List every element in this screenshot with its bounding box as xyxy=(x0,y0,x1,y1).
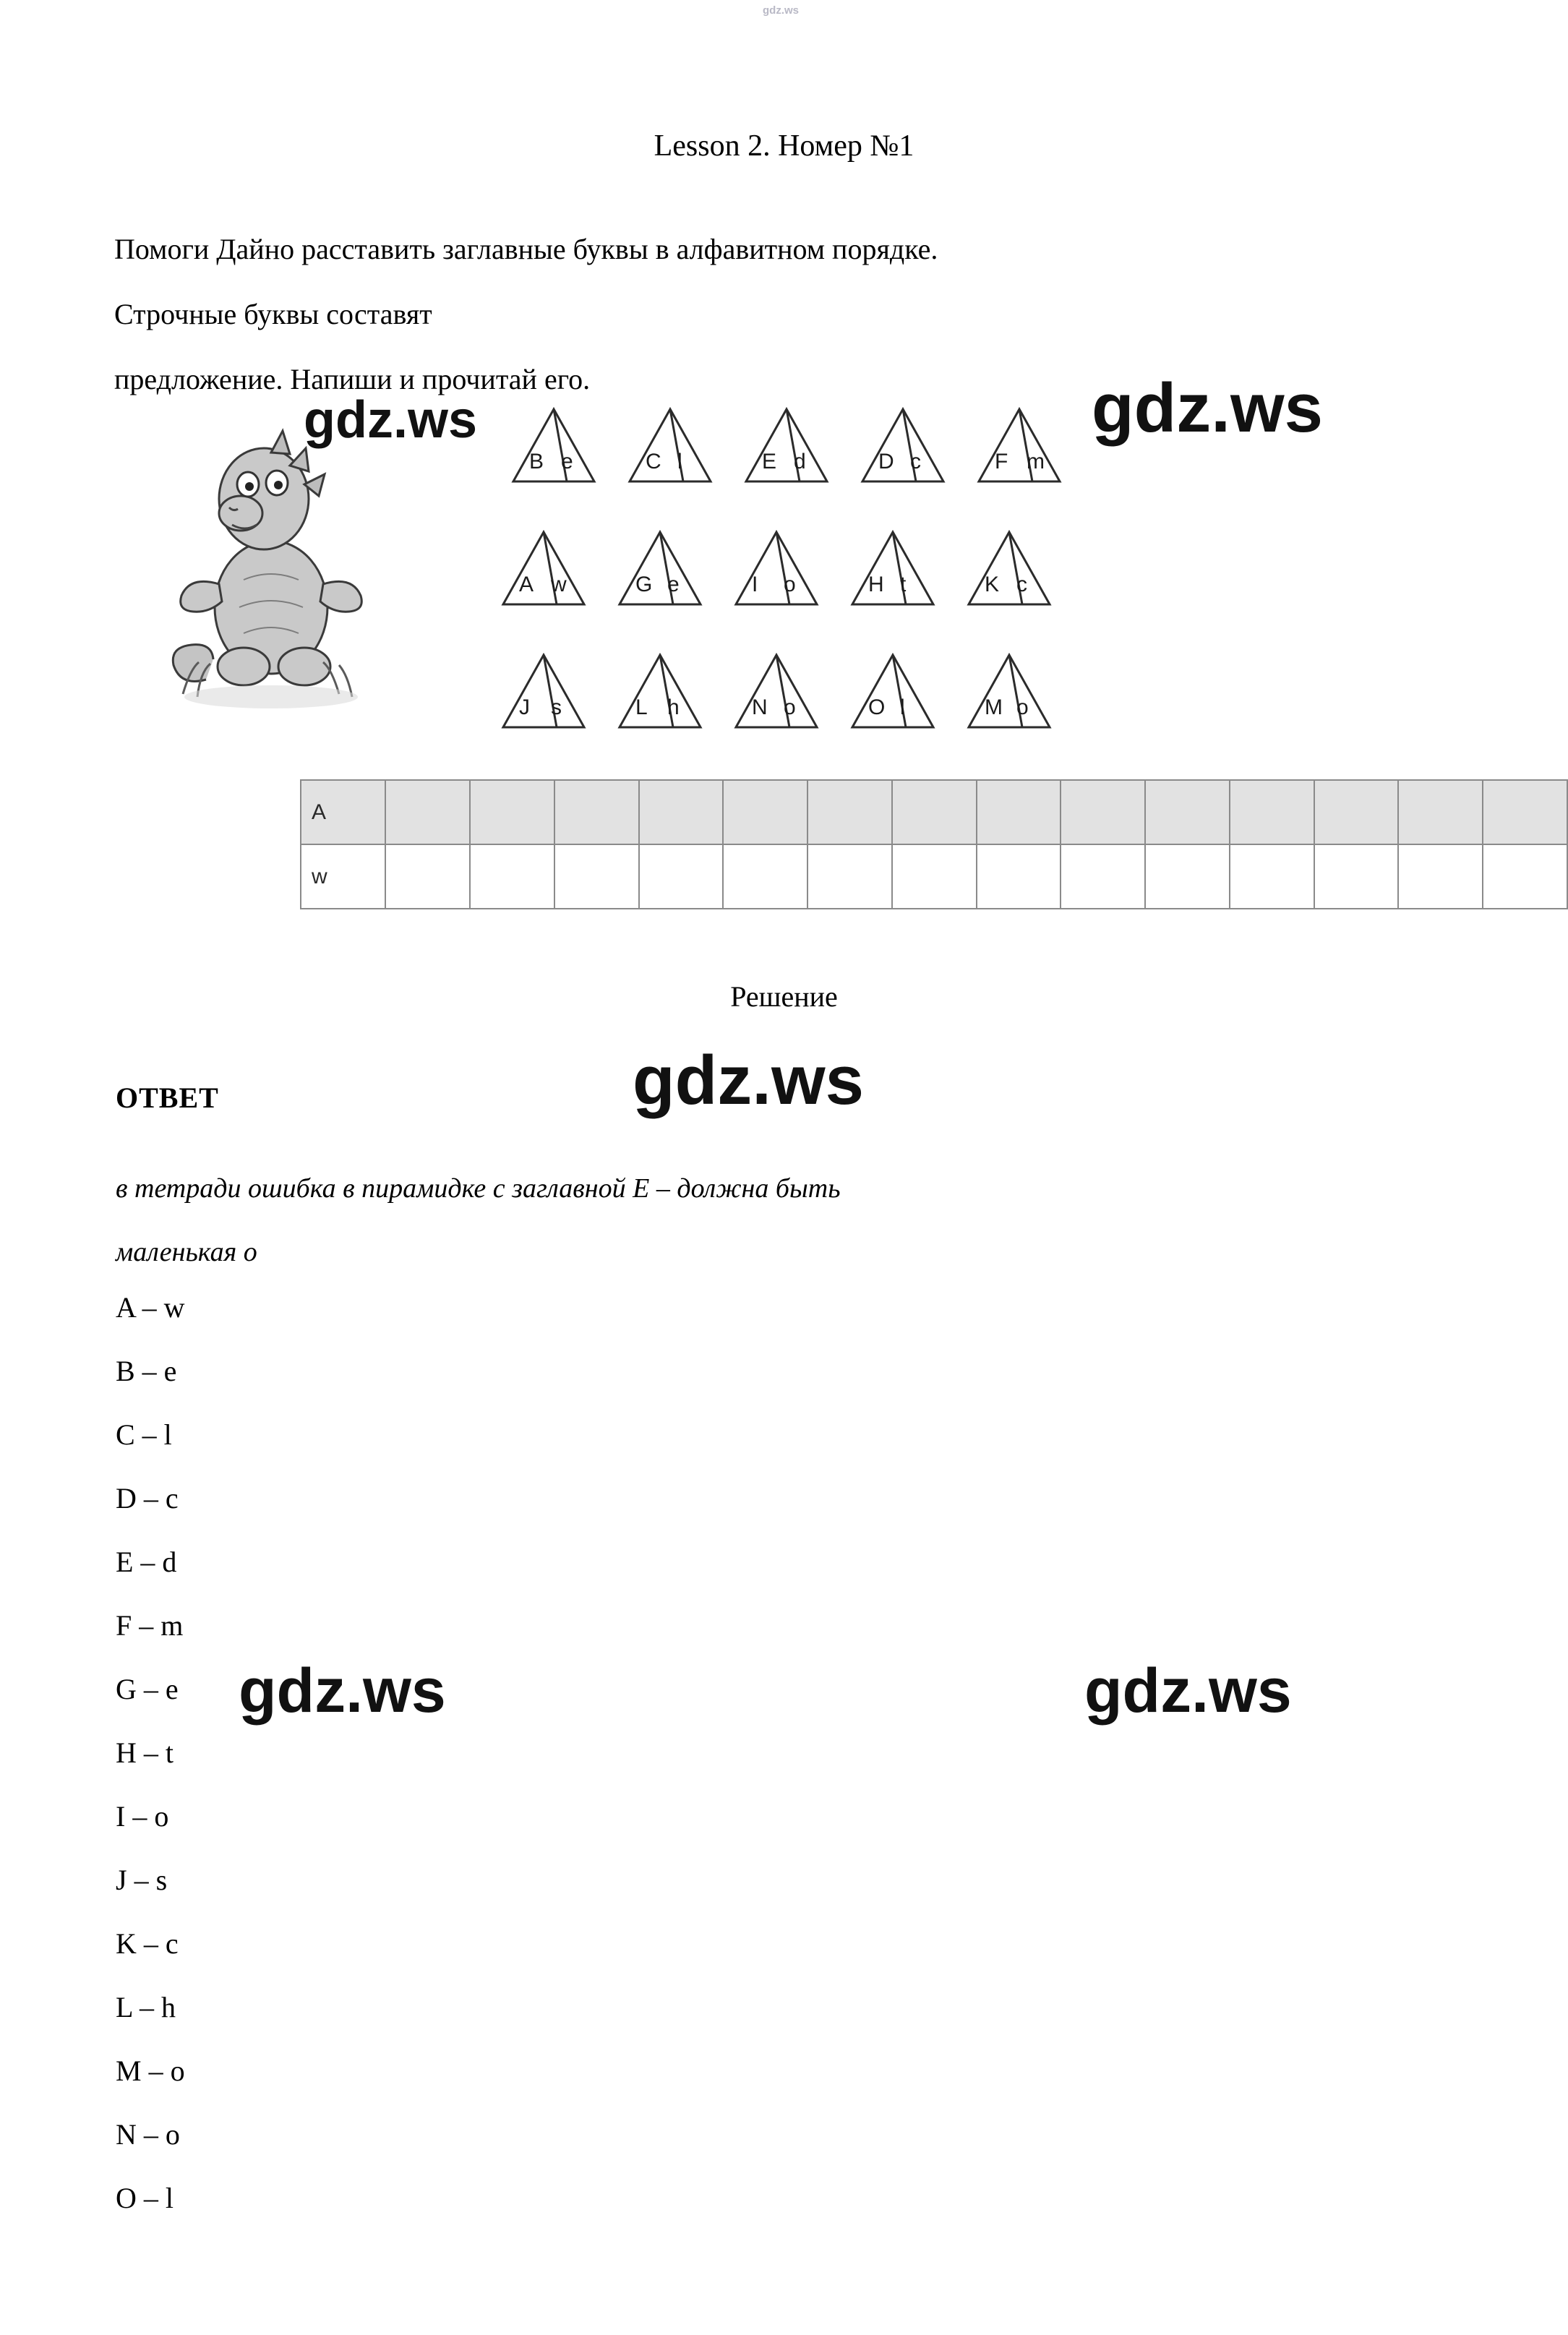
grid-cell[interactable]: A xyxy=(301,780,385,844)
pyramid-small: d xyxy=(794,450,806,474)
pyramid-2-2 xyxy=(615,528,706,609)
solution-header: Решение xyxy=(730,980,838,1013)
pyramid-small: o xyxy=(1016,695,1029,719)
grid-cell[interactable] xyxy=(1314,844,1399,909)
pyramid-small: c xyxy=(910,450,921,474)
pyramid-1-4 xyxy=(858,405,948,486)
answer-note-line-2: маленькая o xyxy=(116,1237,257,1267)
grid-cell[interactable] xyxy=(385,780,470,844)
pyramid-2-5 xyxy=(964,528,1055,609)
pyramid-capital: O xyxy=(868,695,886,719)
pyramid-2-1 xyxy=(499,528,589,609)
pyramid-3-5 xyxy=(964,651,1055,732)
pyramid-small: w xyxy=(551,573,567,596)
pyramid-row-2 xyxy=(499,528,1055,609)
list-item: D – c xyxy=(116,1482,179,1514)
list-item: M – o xyxy=(116,2055,185,2087)
pyramid-small: m xyxy=(1027,450,1045,474)
pyramid-3-3 xyxy=(732,651,822,732)
pyramid-capital: H xyxy=(868,573,884,596)
list-item: H – t xyxy=(116,1736,173,1769)
grid-cell[interactable] xyxy=(385,844,470,909)
grid-cell[interactable] xyxy=(470,844,554,909)
pyramid-row-3 xyxy=(499,651,1055,732)
watermark-1: gdz.ws xyxy=(304,391,478,449)
pyramid-small: e xyxy=(561,450,573,474)
pyramid-3-2 xyxy=(615,651,706,732)
grid-cell[interactable] xyxy=(892,844,977,909)
answer-pairs-list xyxy=(116,1276,185,2230)
pyramid-1-5 xyxy=(974,405,1065,486)
pyramid-2-3 xyxy=(732,528,822,609)
watermark-top: gdz.ws xyxy=(763,4,800,17)
pyramid-capital: J xyxy=(519,695,530,719)
grid-cell[interactable] xyxy=(977,844,1061,909)
instruction-line-1: Помоги Дайно расставить заглавные буквы в алфавитном порядке. xyxy=(114,233,938,265)
grid-cell[interactable] xyxy=(470,780,554,844)
list-item: K – c xyxy=(116,1927,179,1960)
pyramid-capital: K xyxy=(985,573,1000,596)
pyramid-1-2 xyxy=(625,405,716,486)
grid-cell[interactable] xyxy=(807,780,892,844)
pyramid-small: e xyxy=(667,573,680,596)
list-item: G – e xyxy=(116,1673,179,1705)
list-item: I – o xyxy=(116,1800,169,1833)
table-row-capitals xyxy=(301,780,1567,844)
grid-cell[interactable] xyxy=(554,780,639,844)
grid-cell[interactable] xyxy=(554,844,639,909)
instruction-line-2: Строчные буквы составят xyxy=(114,298,432,330)
grid-cell[interactable] xyxy=(977,780,1061,844)
list-item: A – w xyxy=(116,1291,185,1324)
pyramid-capital: D xyxy=(878,450,894,474)
grid-cell[interactable] xyxy=(892,780,977,844)
pyramid-small: s xyxy=(551,695,562,719)
grid-cell[interactable] xyxy=(1230,844,1314,909)
pyramid-1-3 xyxy=(742,405,832,486)
pyramid-small: c xyxy=(1016,573,1027,596)
answer-note xyxy=(116,1157,1453,1284)
watermark-3: gdz.ws xyxy=(633,1042,865,1119)
list-item: F – m xyxy=(116,1609,184,1642)
watermark-2: gdz.ws xyxy=(1092,369,1324,447)
pyramid-small: l xyxy=(900,695,905,719)
pyramid-small: o xyxy=(784,695,796,719)
grid-cell[interactable] xyxy=(1061,844,1145,909)
page-title: Lesson 2. Номер №1 xyxy=(654,129,914,163)
table-row-smalls xyxy=(301,844,1567,909)
answer-grid-table xyxy=(300,779,1568,909)
pyramid-capital: I xyxy=(752,573,758,596)
list-item: L – h xyxy=(116,1991,176,2023)
list-item: C – l xyxy=(116,1418,172,1451)
pyramid-capital: C xyxy=(646,450,661,474)
pyramid-capital: B xyxy=(529,450,544,474)
pyramid-3-4 xyxy=(848,651,938,732)
watermark-4: gdz.ws xyxy=(239,1656,446,1726)
grid-cell[interactable] xyxy=(1398,844,1483,909)
list-item: E – d xyxy=(116,1546,177,1578)
pyramid-2-4 xyxy=(848,528,938,609)
pyramid-capital: G xyxy=(635,573,653,596)
grid-cell[interactable] xyxy=(723,780,807,844)
pyramid-capital: E xyxy=(762,450,777,474)
answer-grid xyxy=(300,779,1568,909)
list-item: N – o xyxy=(116,2118,180,2151)
answer-header: ОТВЕТ xyxy=(116,1081,219,1114)
grid-cell[interactable] xyxy=(1061,780,1145,844)
list-item: O – l xyxy=(116,2182,173,2214)
instruction-line-3: предложение. Напиши и прочитай его. xyxy=(114,363,591,395)
grid-cell[interactable] xyxy=(1314,780,1399,844)
pyramid-capital: N xyxy=(752,695,768,719)
watermark-5: gdz.ws xyxy=(1084,1656,1292,1726)
pyramid-3-1 xyxy=(499,651,589,732)
grid-cell[interactable] xyxy=(639,780,724,844)
list-item: J – s xyxy=(116,1864,168,1896)
grid-cell[interactable] xyxy=(1398,780,1483,844)
pyramid-small: l xyxy=(677,450,682,474)
pyramid-capital: L xyxy=(635,695,648,719)
pyramid-small: o xyxy=(784,573,796,596)
grid-cell[interactable] xyxy=(1145,780,1230,844)
pyramid-capital: A xyxy=(519,573,534,596)
grid-cell[interactable] xyxy=(807,844,892,909)
pyramid-capital: F xyxy=(995,450,1008,474)
grid-cell[interactable] xyxy=(1483,780,1567,844)
pyramid-letters-area xyxy=(499,405,1135,745)
list-item: B – e xyxy=(116,1355,177,1387)
grid-cell[interactable] xyxy=(1145,844,1230,909)
answer-note-line-1: в тетради ошибка в пирамидке с заглавной E – должна быть xyxy=(116,1173,841,1204)
grid-cell[interactable] xyxy=(1483,844,1567,909)
pyramid-capital: M xyxy=(985,695,1003,719)
pyramid-1-1 xyxy=(509,405,599,486)
pyramid-small: h xyxy=(667,695,680,719)
grid-cell[interactable]: w xyxy=(301,844,385,909)
grid-cell[interactable] xyxy=(1230,780,1314,844)
pyramid-row-1 xyxy=(509,405,1065,486)
pyramid-small: t xyxy=(900,573,907,596)
grid-cell[interactable] xyxy=(723,844,807,909)
grid-cell[interactable] xyxy=(639,844,724,909)
